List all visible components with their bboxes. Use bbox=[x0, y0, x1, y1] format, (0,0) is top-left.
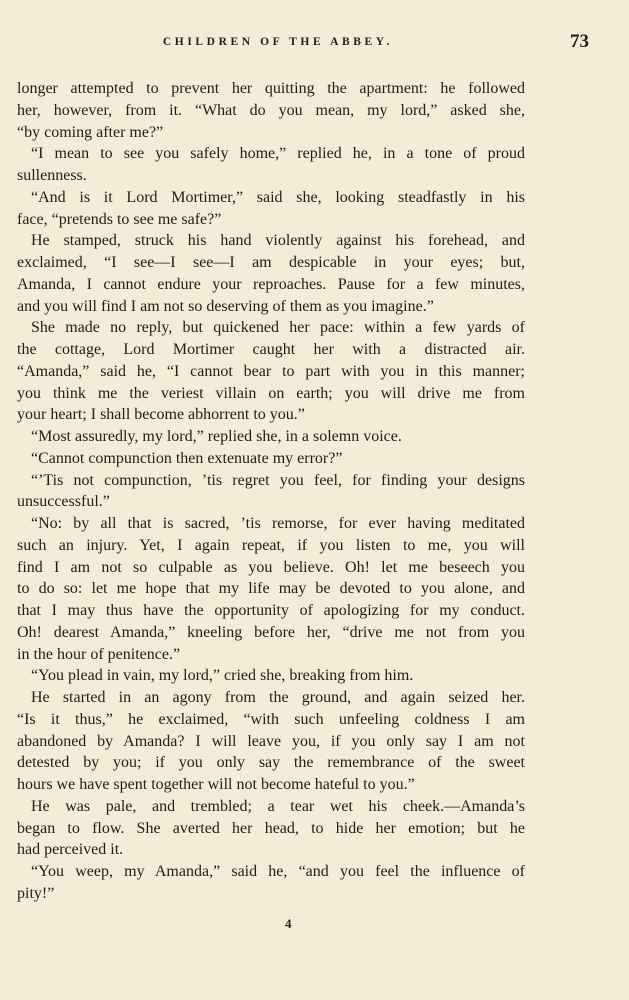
text-line: longer attempted to prevent her quitting the apartment: he followed bbox=[17, 80, 525, 97]
text-line: “Is it thus,” he exclaimed, “with such unfeeling coldness I am bbox=[17, 710, 525, 728]
text-line: sullenness. bbox=[17, 167, 87, 184]
text-line: He stamped, struck his hand violently against his forehead, and bbox=[31, 232, 525, 250]
text-line: unsuccessful.” bbox=[17, 493, 110, 511]
signature-mark: 4 bbox=[285, 916, 292, 931]
text-line: in the hour of penitence.” bbox=[17, 645, 181, 663]
text-line: “You plead in vain, my lord,” cried she, breaking from him. bbox=[31, 667, 414, 685]
text-line: pity!” bbox=[17, 884, 55, 902]
text-line: She made no reply, but quickened her pace: within a few yards of bbox=[31, 319, 525, 337]
text-line: He started in an agony from the ground, and again seized her. bbox=[31, 689, 525, 706]
text-line: had perceived it. bbox=[17, 841, 124, 859]
text-line: to do so: let me hope that my life may be devoted to you alone, and bbox=[17, 580, 525, 598]
text-line: He was pale, and trembled; a tear wet his cheek.—Amanda’s bbox=[31, 797, 525, 815]
text-line: “Amanda,” said he, “I cannot bear to part with you in this manner; bbox=[17, 362, 525, 380]
text-line: “No: by all that is sacred, ’tis remorse, for ever having meditated bbox=[31, 515, 525, 532]
text-line: “I mean to see you safely home,” replied he, in a tone of proud bbox=[31, 145, 525, 163]
text-line: “Cannot compunction then extenuate my error?” bbox=[31, 449, 343, 467]
text-line: face, “pretends to see me safe?” bbox=[17, 210, 222, 228]
running-title: CHILDREN OF THE ABBEY. bbox=[162, 36, 394, 48]
text-line: “And is it Lord Mortimer,” said she, looking steadfastly in his bbox=[31, 188, 525, 206]
page-body-text bbox=[17, 78, 525, 905]
text-line: “You weep, my Amanda,” said he, “and you feel the influence of bbox=[31, 863, 525, 880]
text-line: “’Tis not compunction, ’tis regret you feel, for finding your designs bbox=[31, 471, 525, 489]
text-line: your heart; I shall become abhorrent to you.” bbox=[17, 406, 305, 424]
text-line: abandoned by Amanda? I will leave you, if you only say I am not bbox=[17, 732, 525, 750]
text-line: such an injury. Yet, I again repeat, if you listen to me, you will bbox=[17, 536, 525, 554]
text-line: her, however, from it. “What do you mean, my lord,” asked she, bbox=[17, 101, 525, 119]
text-line: “by coming after me?” bbox=[17, 123, 164, 141]
text-line: Amanda, I cannot endure your reproaches. Pause for a few minutes, bbox=[17, 275, 525, 293]
text-line: Oh! dearest Amanda,” kneeling before her, “drive me not from you bbox=[17, 623, 525, 641]
text-line: you think me the veriest villain on earth; you will drive me from bbox=[17, 384, 525, 402]
page-number: 73 bbox=[570, 31, 589, 52]
text-line: began to flow. She averted her head, to hide her emotion; but he bbox=[17, 819, 525, 837]
text-line: find I am not so culpable as you believe. Oh! let me beseech you bbox=[17, 558, 525, 576]
text-line: the cottage, Lord Mortimer caught her with a distracted air. bbox=[17, 341, 525, 358]
text-line: hours we have spent together will not become hateful to you.” bbox=[17, 776, 415, 793]
text-line: exclaimed, “I see—I see—I am despicable in your eyes; but, bbox=[17, 254, 525, 271]
text-line: “Most assuredly, my lord,” replied she, in a solemn voice. bbox=[31, 428, 402, 445]
text-line: that I may thus have the opportunity of apologizing for my conduct. bbox=[17, 602, 525, 619]
text-line: and you will find I am not so deserving of them as you imagine.” bbox=[17, 297, 434, 315]
text-line: detested by you; if you only say the remembrance of the sweet bbox=[17, 754, 525, 772]
